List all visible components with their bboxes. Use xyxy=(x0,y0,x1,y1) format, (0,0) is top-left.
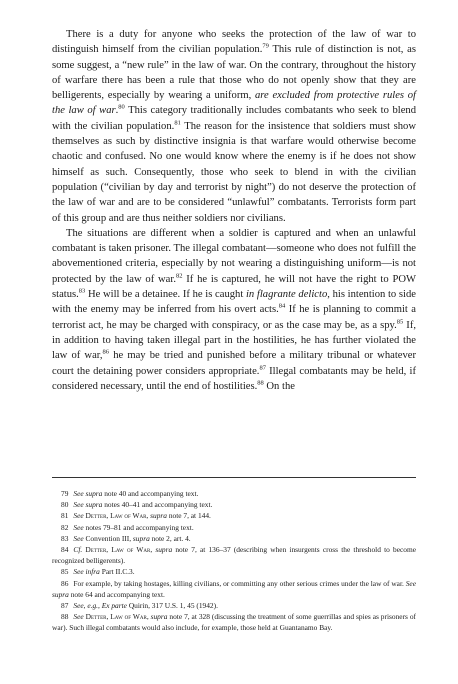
italic-text: are excluded from protective rules of the law of war xyxy=(52,90,416,117)
footnote-number: 80 xyxy=(61,500,69,510)
italic-text: See supra xyxy=(73,489,103,498)
italic-text: See infra xyxy=(73,567,100,577)
italic-text: supra xyxy=(132,533,150,543)
small-caps-citation: Detter, Law of War xyxy=(85,545,151,555)
footnote-87 xyxy=(52,600,416,611)
footnote-number: 88 xyxy=(61,612,69,622)
footnote-marker: 81 xyxy=(174,119,181,127)
footnote-text: See supra notes 40–41 and accompanying text. xyxy=(73,500,213,510)
italic-text: See xyxy=(73,612,84,622)
footnote-85 xyxy=(52,566,416,577)
footnote-number: 82 xyxy=(61,522,69,532)
italic-text: supra xyxy=(150,511,167,521)
footnote-number: 83 xyxy=(61,533,69,543)
footnote-number: 84 xyxy=(61,545,69,555)
italic-text: supra xyxy=(150,612,168,622)
italic-text: See, e.g. xyxy=(73,601,99,611)
footnotes xyxy=(52,488,416,634)
paragraph-2: The situations are different when a soldier is captured and when an unlawful combatant is taken prisoner. The illegal combatant—someone who does not fulfill the abovementioned criteria, especially by not wearing a distinguishing uniform—is not protected by the law of war.$^{82}$ If he is captured, he will not have the right to POW status.$^{83}$ He will be a detainee. If he is caught in flagrante delicto, his intention to side with the enemy may be inferred from his overt acts.$^{84}$ If he is planning to commit a terrorist act, he may be charged with conspiracy, or as the case may be, as a spy.$^{85}$ If, in addition to having taken illegal part in the hostilities, he has further violated the law of war,$^{86}$ he may be tried and punished before a military tribunal or whatever court the detaining power considers appropriate.$^{87}$ Illegal combatants may be held, if considered necessary, until the end of hostilities.$^{88}$ On the xyxy=(52,227,416,392)
footnote-marker: 79 xyxy=(262,42,269,50)
footnote-text: For example, by taking hostages, killing civilians, or committing any other serious crimes under the law of war. See supra note 64 and accompanying text. xyxy=(52,578,416,599)
footnote-81 xyxy=(52,510,416,521)
footnote-text: See Detter, Law of War, supra note 7, at 144. xyxy=(73,511,211,521)
footnote-80 xyxy=(52,499,416,510)
footnote-number: 79 xyxy=(61,489,69,498)
footnote-marker: 85 xyxy=(396,318,404,326)
italic-text: in flagrante delicto xyxy=(245,289,328,301)
footnote-text: See Convention III, supra note 2, art. 4. xyxy=(73,533,191,543)
footnote-number: 87 xyxy=(61,601,69,611)
footnote-82 xyxy=(52,522,416,533)
italic-text: See xyxy=(73,522,84,532)
footnote-marker: 84 xyxy=(278,302,286,310)
footnote-marker: 82 xyxy=(175,272,183,280)
main-text xyxy=(52,27,416,394)
italic-text: See xyxy=(73,533,84,543)
italic-text: Ex parte xyxy=(101,601,127,611)
footnote-marker: 88 xyxy=(257,379,264,387)
italic-text: See supra xyxy=(73,500,103,510)
footnote-88 xyxy=(52,611,416,633)
footnote-number: 86 xyxy=(61,578,69,588)
paragraph-1: There is a duty for anyone who seeks the protection of the law of war to distinguish himself from the civilian population.$^{79}$ This rule of distinction is not, as some suggest, a “new rule” in the law of war. On the contrary, throughout the history of warfare there has been a rule that those who do not openly show that they are belligerents, especially by wearing a uniform, are excluded from protective rules of the law of war.$^{80}$ This category traditionally includes combatants who seek to blend with the civilian population.$^{81}$ The reason for the insistence that soldiers must show themselves as such by distinctive insignia is that warfare would otherwise become chaotic and confused. No one would know where the enemy is if he does not show himself as such. Consequently, those who seek to blend in with the civilian population (“civilian by day and terrorist by night”) do not deserve the protection of the law of war and are to be considered “unlawful” combatants. Terrorists form part of this group and are thus neither soldiers nor civilians. xyxy=(52,29,417,224)
small-caps-citation: Detter, Law of War xyxy=(85,511,147,521)
footnote-text: See infra Part II.C.3. xyxy=(73,567,135,577)
footnote-text: Cf. Detter, Law of War, supra note 7, at 136–37 (describing when insurgents cross the threshold to become recognized belligerents). xyxy=(52,545,417,566)
footnote-number: 85 xyxy=(61,567,69,577)
footnote-text: See supra note 40 and accompanying text. xyxy=(73,489,199,498)
footnote-83 xyxy=(52,533,416,544)
italic-text: Cf. xyxy=(73,545,83,555)
italic-text: supra xyxy=(155,545,173,555)
footnote-79 xyxy=(52,488,416,499)
footnote-84 xyxy=(52,544,416,566)
italic-text: See supra xyxy=(52,578,416,599)
footnote-number: 81 xyxy=(61,511,69,521)
italic-text: See xyxy=(73,511,84,521)
footnote-text: See notes 79–81 and accompanying text. xyxy=(73,522,194,532)
footnote-marker: 86 xyxy=(102,348,110,356)
footnote-text: See, e.g., Ex parte Quirin, 317 U.S. 1, 45 (1942). xyxy=(73,601,218,611)
small-caps-citation: Detter, Law of War xyxy=(85,612,147,622)
footnote-86 xyxy=(52,578,416,600)
footnote-text: See Detter, Law of War, supra note 7, at 328 (discussing the treatment of some guerrillas and spies as prisoners of war). Such illegal combatants would also include, for example, those held at Guantanamo Bay. xyxy=(52,612,417,633)
footnote-marker: 83 xyxy=(78,287,86,295)
footnote-marker: 87 xyxy=(259,364,266,371)
footnote-marker: 80 xyxy=(118,103,125,111)
footnote-divider xyxy=(52,477,416,478)
